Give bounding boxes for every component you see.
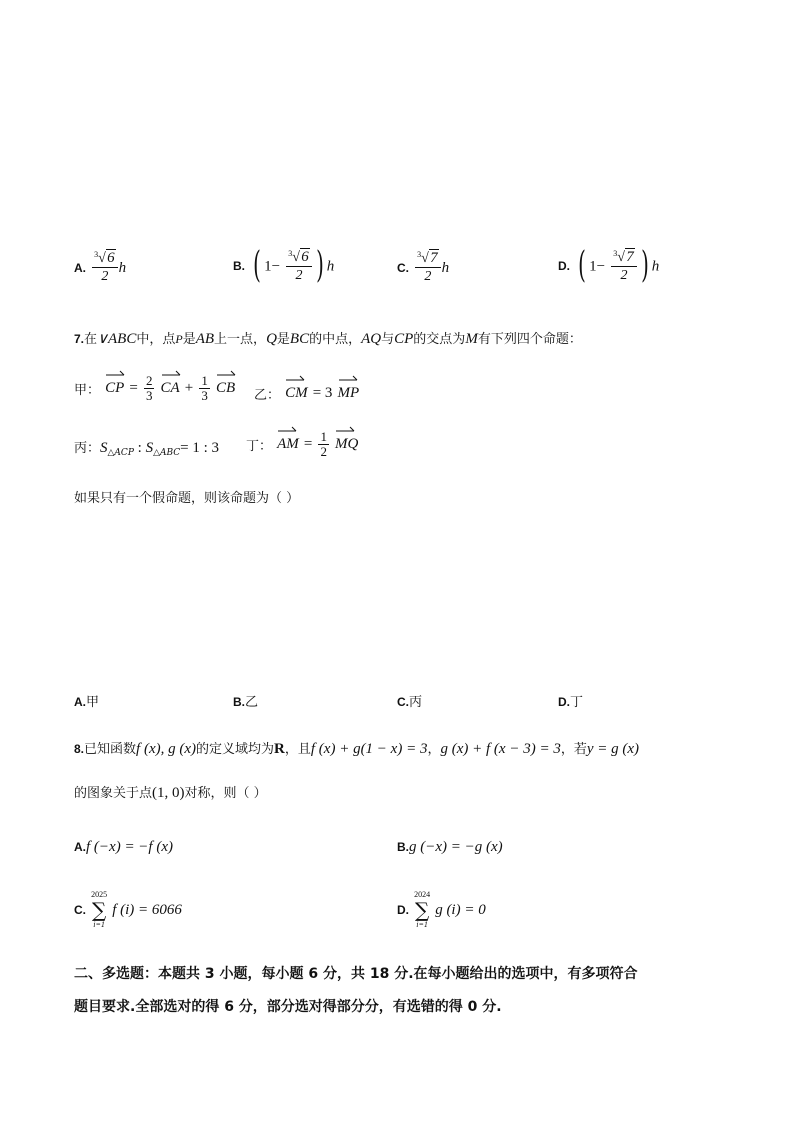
q7-question: 如果只有一个假命题，则该命题为（ ） — [74, 491, 300, 506]
q8-option-a[interactable]: A.f (−x) = −f (x) — [74, 839, 173, 855]
q6-option-b[interactable]: B. ( 1− 3 √ 6 2 ) h — [233, 245, 335, 286]
q7-option-d[interactable]: D.丁 — [558, 695, 584, 710]
q7-statement-jia: 甲： CP = $\frac{2}{3}$ CA + $\frac{1}{3}$ CB — [74, 373, 236, 403]
q7-option-a[interactable]: A.甲 — [74, 695, 100, 710]
q8-option-b[interactable]: B.g (−x) = −g (x) — [397, 839, 503, 855]
q6-option-d[interactable]: D. ( 1− 3 √ 7 2 ) h — [558, 245, 660, 286]
q8-option-c[interactable]: C. 2025 ∑ i=1 f (i) = 6066 — [74, 890, 182, 929]
section2-heading-line2: 题目要求.全部选对的得 6 分，部分选对得部分分，有选错的得 0 分. — [74, 999, 502, 1015]
q7-statement-ding: 丁： AM = $\frac{1}{2}$ MQ — [246, 429, 359, 459]
q6-option-a[interactable]: A. 3 √ 6 2 h — [74, 250, 127, 284]
q7-option-b[interactable]: B.乙 — [233, 695, 259, 710]
section2-heading-line1: 二、多选题：本题共 3 小题，每小题 6 分，共 18 分.在每小题给出的选项中，有多项符合 — [74, 966, 638, 982]
sigma-symbol: 2024 ∑ i=1 — [414, 890, 431, 929]
q7-statement-bing: 丙：$S_{\triangle ACP}$ : $S_{\triangle ABC}= 1$ : 3 — [74, 440, 220, 458]
q8-stem-line1: 8.已知函数f (x), g (x)的定义域均为R，且f (x) + g(1 − x) = 3，g (x) + f (x − 3) = 3，若y = g (x) — [74, 741, 640, 757]
q6-option-c[interactable]: C. 3 √ 7 2 h — [397, 250, 450, 284]
q7-statement-yi: 乙： CM = 3 MP — [254, 383, 359, 403]
q7-option-c[interactable]: C.丙 — [397, 695, 423, 710]
sigma-symbol: 2025 ∑ i=1 — [91, 890, 108, 929]
q7-stem: 7.在∨ABC中，点P是AB上一点，Q是BC的中点，AQ与CP的交点为M有下列四个命题： — [74, 331, 582, 347]
q8-stem-line2: 的图象关于点(1, 0)对称，则（ ） — [74, 785, 267, 801]
q8-option-d[interactable]: D. 2024 ∑ i=1 g (i) = 0 — [397, 890, 486, 929]
